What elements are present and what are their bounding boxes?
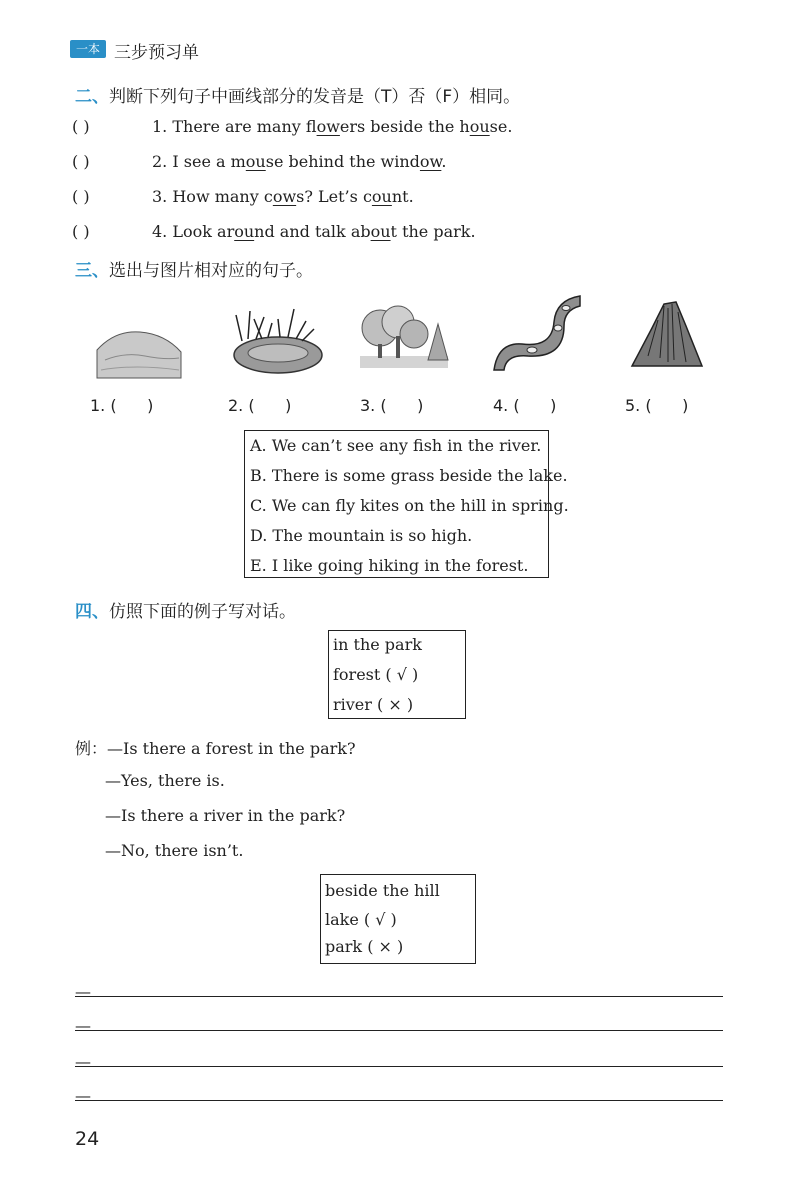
brand-logo: 一本 <box>70 40 106 58</box>
underlined-sound: ow <box>419 152 442 171</box>
option-d: D. The mountain is so high. <box>250 526 473 545</box>
river-picture-icon <box>492 292 582 372</box>
question-text: nd and talk ab <box>254 222 371 241</box>
answer-dash-4: — <box>75 1086 91 1105</box>
tf-question-4 <box>72 222 476 241</box>
question-text: 2. I see a m <box>152 152 246 171</box>
answer-dash-3: — <box>75 1052 91 1071</box>
page-number: 24 <box>75 1128 100 1150</box>
picture-2-answer[interactable]: 2. ( ) <box>228 396 292 415</box>
example-line-4: —No, there isn’t. <box>105 841 244 860</box>
section-3-number: 三、 <box>75 261 109 281</box>
option-e: E. I like going hiking in the forest. <box>250 556 529 575</box>
question-text: 1. There are many fl <box>152 117 317 136</box>
underlined-sound: ou <box>371 187 392 206</box>
sentence-options-box <box>244 430 569 578</box>
tf-question-2 <box>72 152 446 171</box>
question-text: ers beside the h <box>339 117 470 136</box>
underlined-sound: ou <box>245 152 266 171</box>
answer-line-2[interactable] <box>75 1030 723 1031</box>
question-text: s? Let’s c <box>296 187 372 206</box>
tf-question-3 <box>72 187 414 206</box>
tf-question-1 <box>72 117 512 136</box>
section-3-instruction: 选出与图片相对应的句子。 <box>109 261 313 281</box>
answer-line-3[interactable] <box>75 1066 723 1067</box>
underlined-sound: ow <box>272 187 297 206</box>
picture-3-answer[interactable]: 3. ( ) <box>360 396 424 415</box>
question-text: se. <box>489 117 513 136</box>
underlined-sound: ou <box>469 117 490 136</box>
option-c: C. We can fly kites on the hill in spring. <box>250 496 569 515</box>
page-header-title: 三步预习单 <box>114 43 199 63</box>
example-box-item-1: forest ( √ ) <box>333 665 419 684</box>
picture-5-answer[interactable]: 5. ( ) <box>625 396 689 415</box>
section-2-instruction: 判断下列句子中画线部分的发音是（T）否（F）相同。 <box>109 87 521 107</box>
answer-dash-2: — <box>75 1016 91 1035</box>
question-text: se behind the wind <box>265 152 420 171</box>
example-prefix: 例： <box>75 739 108 758</box>
answer-line-4[interactable] <box>75 1100 723 1101</box>
section-2-title <box>75 82 520 107</box>
question-text: 4. Look ar <box>152 222 235 241</box>
example-box <box>328 630 466 719</box>
dialog-text: —Is there a forest in the park? <box>107 739 356 758</box>
task-box-item-2: park ( × ) <box>325 937 404 956</box>
forest-picture-icon <box>358 300 450 370</box>
question-text: t the park. <box>390 222 476 241</box>
section-3-title <box>75 256 313 281</box>
option-b: B. There is some grass beside the lake. <box>250 466 568 485</box>
answer-blank[interactable]: ( ) <box>72 187 90 206</box>
question-text: 3. How many c <box>152 187 273 206</box>
question-text: . <box>441 152 447 171</box>
lake-grass-picture-icon <box>228 305 324 375</box>
section-4-instruction: 仿照下面的例子写对话。 <box>109 602 296 622</box>
option-a: A. We can’t see any fish in the river. <box>250 436 542 455</box>
answer-blank[interactable]: ( ) <box>72 117 90 136</box>
underlined-sound: ow <box>316 117 340 136</box>
hill-picture-icon <box>95 320 183 382</box>
picture-1-answer[interactable]: 1. ( ) <box>90 396 154 415</box>
example-line-3: —Is there a river in the park? <box>105 806 346 825</box>
task-box-heading: beside the hill <box>325 881 440 900</box>
underlined-sound: ou <box>234 222 255 241</box>
underlined-sound: ou <box>370 222 391 241</box>
task-box <box>320 874 476 964</box>
question-text: nt. <box>391 187 414 206</box>
picture-4-answer[interactable]: 4. ( ) <box>493 396 557 415</box>
example-line-2: —Yes, there is. <box>105 771 225 790</box>
section-4-number: 四、 <box>75 602 109 622</box>
task-box-item-1: lake ( √ ) <box>325 910 397 929</box>
answer-blank[interactable]: ( ) <box>72 152 90 171</box>
answer-line-1[interactable] <box>75 996 723 997</box>
answer-blank[interactable]: ( ) <box>72 222 90 241</box>
answer-dash-1: — <box>75 982 91 1001</box>
example-box-item-2: river ( × ) <box>333 695 414 714</box>
section-4-title <box>75 597 296 622</box>
example-line-1 <box>75 736 356 759</box>
mountain-picture-icon <box>630 298 704 368</box>
section-2-number: 二、 <box>75 87 109 107</box>
example-box-heading: in the park <box>333 635 422 654</box>
